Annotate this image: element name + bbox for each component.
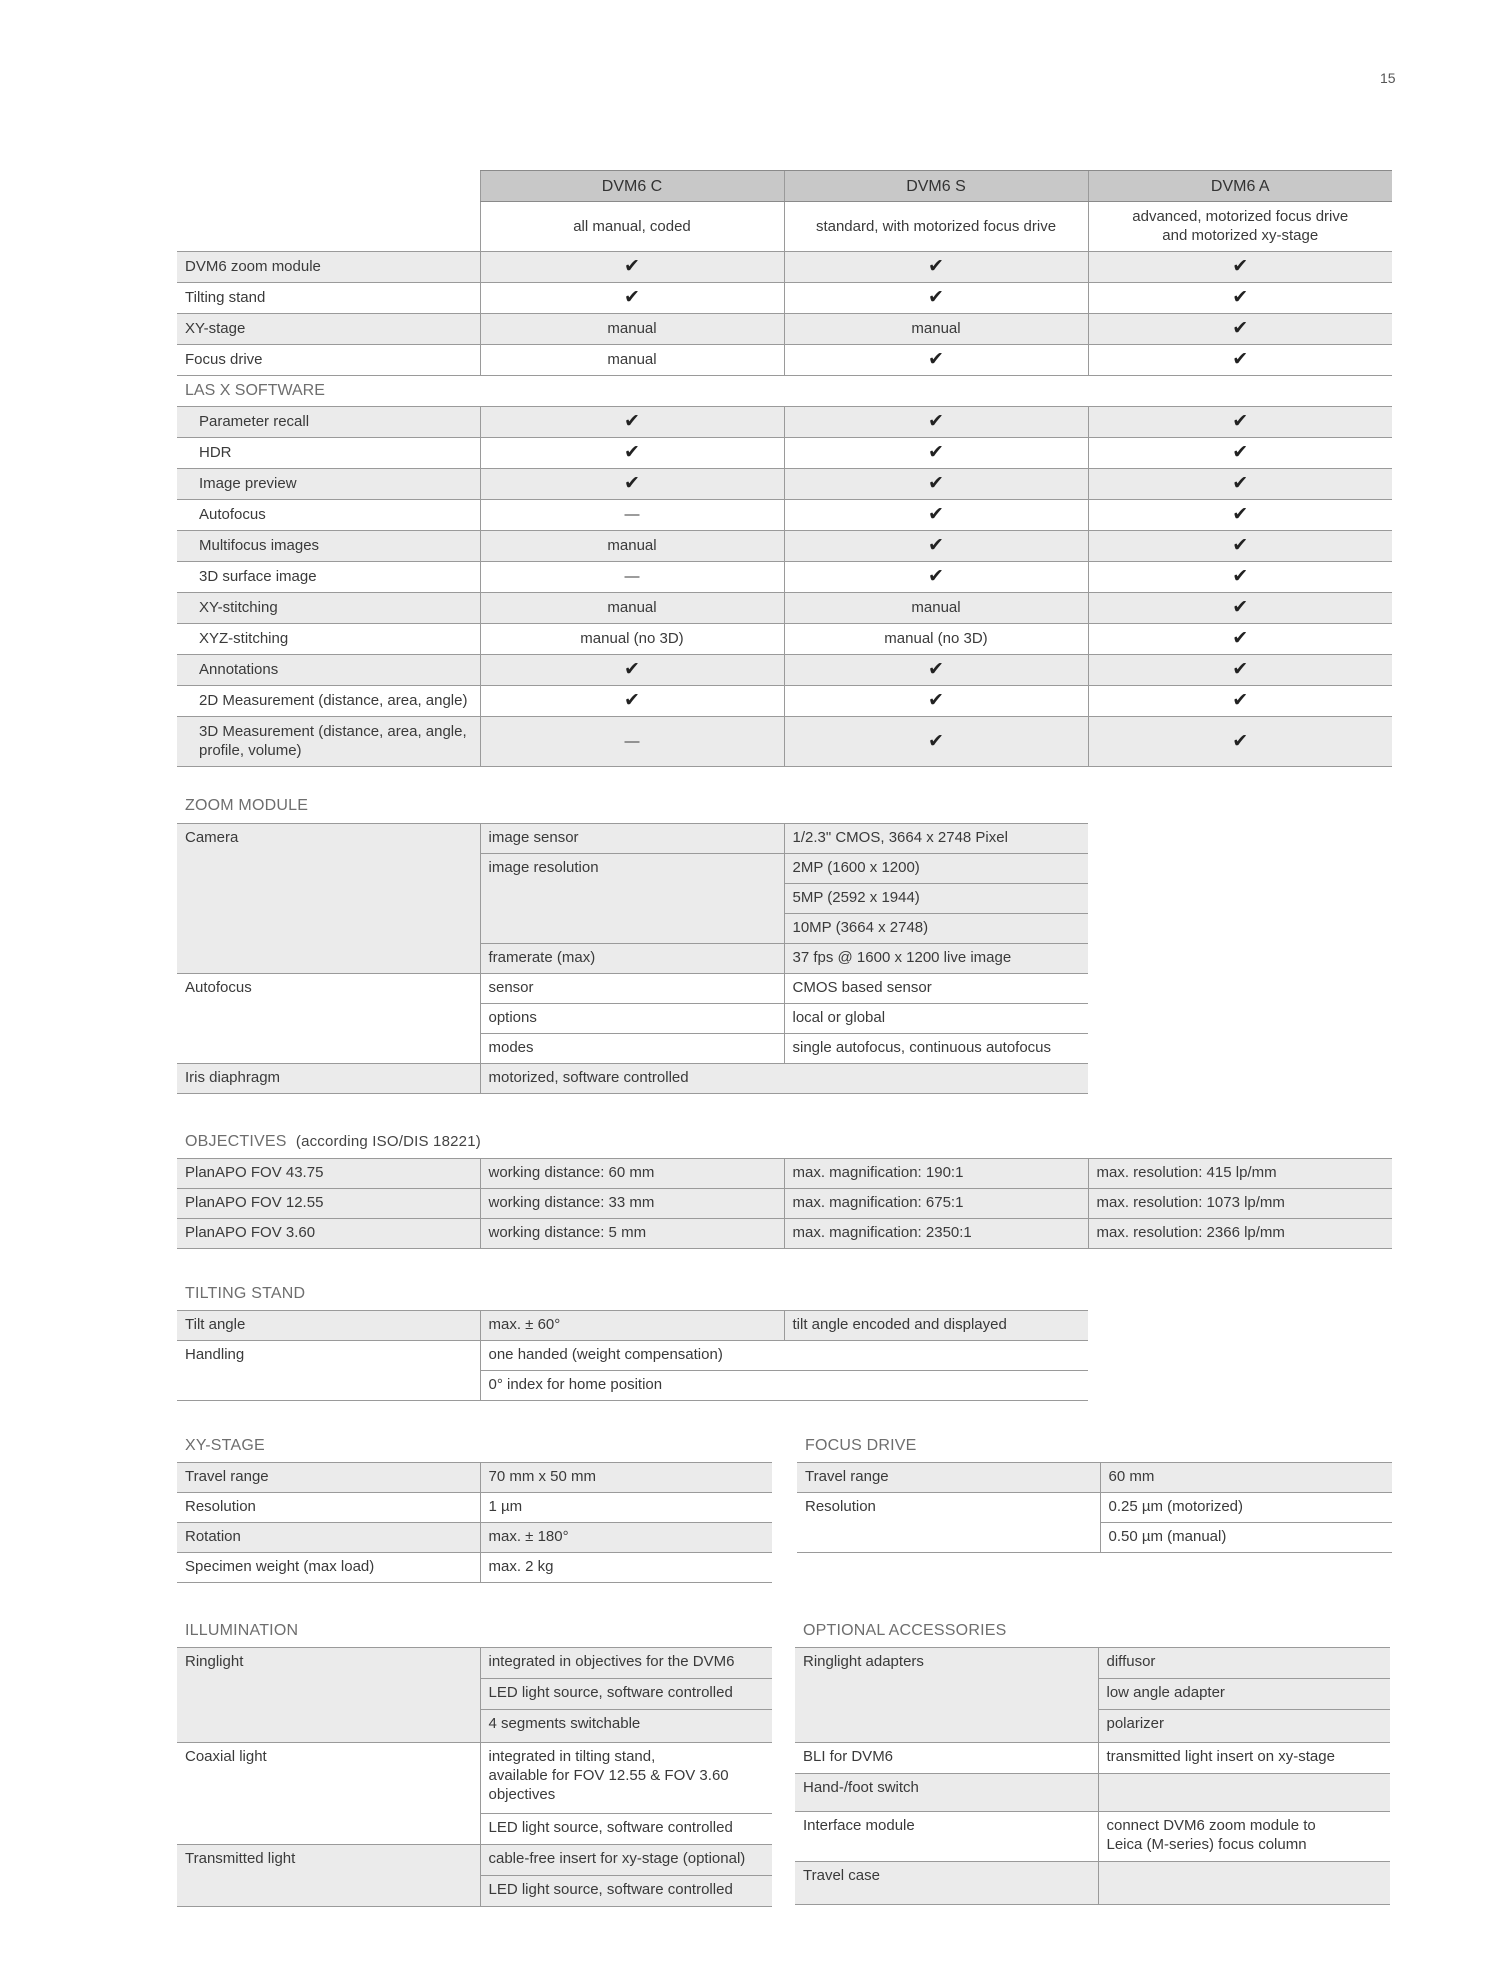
resolution-2mp: 2MP (1600 x 1200) — [784, 854, 1088, 884]
xy-label: Travel range — [177, 1463, 480, 1493]
col-head-dvm6a: DVM6 A — [1088, 171, 1392, 202]
interface-module-label: Interface module — [795, 1812, 1098, 1862]
row-label: 3D Measurement (distance, area, angle, profile, volume) — [177, 716, 480, 766]
transmitted-value-2: LED light source, software controlled — [480, 1876, 772, 1907]
col-head-dvm6c: DVM6 C — [480, 171, 784, 202]
check-icon: ✔ — [1088, 313, 1392, 344]
objective-spec: max. resolution: 1073 lp/mm — [1088, 1189, 1392, 1219]
check-icon: ✔ — [784, 685, 1088, 716]
check-icon: ✔ — [1088, 623, 1392, 654]
handling-value-2: 0° index for home position — [480, 1371, 1088, 1401]
xy-label: Specimen weight (max load) — [177, 1553, 480, 1583]
af-modes-label: modes — [480, 1034, 784, 1064]
check-icon: ✔ — [784, 437, 1088, 468]
objective-spec: max. resolution: 2366 lp/mm — [1088, 1219, 1392, 1249]
framerate-value: 37 fps @ 1600 x 1200 live image — [784, 944, 1088, 974]
col-desc-dvm6s: standard, with motorized focus drive — [784, 202, 1088, 252]
cell-value: — — [480, 499, 784, 530]
cell-value: — — [480, 561, 784, 592]
col-head-dvm6s: DVM6 S — [784, 171, 1088, 202]
row-label: HDR — [177, 437, 480, 468]
cell-value: manual — [480, 313, 784, 344]
objective-name: PlanAPO FOV 3.60 — [177, 1219, 480, 1249]
ringlight-label: Ringlight — [177, 1648, 480, 1743]
hand-foot-switch-label: Hand-/foot switch — [795, 1774, 1098, 1812]
af-sensor-label: sensor — [480, 974, 784, 1004]
cell-value: manual (no 3D) — [784, 623, 1088, 654]
coaxial-value-2: LED light source, software controlled — [480, 1814, 772, 1845]
iris-value: motorized, software controlled — [480, 1064, 1088, 1094]
focus-drive-table — [797, 1462, 1392, 1553]
tilt-angle-label: Tilt angle — [177, 1311, 480, 1341]
image-resolution-label: image resolution — [480, 854, 784, 944]
coaxial-value-1: integrated in tilting stand, available for FOV 12.55 & FOV 3.60 objectives — [480, 1743, 772, 1814]
check-icon: ✔ — [1088, 592, 1392, 623]
check-icon: ✔ — [784, 530, 1088, 561]
row-label: 3D surface image — [177, 561, 480, 592]
check-icon: ✔ — [784, 406, 1088, 437]
check-icon: ✔ — [1088, 344, 1392, 375]
cell-value: manual — [480, 344, 784, 375]
handling-label: Handling — [177, 1341, 480, 1401]
interface-module-value: connect DVM6 zoom module to Leica (M-series) focus column — [1098, 1812, 1390, 1862]
tilting-stand-title: TILTING STAND — [185, 1285, 306, 1302]
check-icon: ✔ — [1088, 561, 1392, 592]
cell-value: manual — [480, 592, 784, 623]
xy-value: max. 2 kg — [480, 1553, 772, 1583]
coaxial-label: Coaxial light — [177, 1743, 480, 1845]
af-options-label: options — [480, 1004, 784, 1034]
ringlight-adapters-label: Ringlight adapters — [795, 1648, 1098, 1743]
check-icon: ✔ — [480, 251, 784, 282]
las-x-heading: LAS X SOFTWARE — [177, 375, 1392, 406]
check-icon: ✔ — [480, 437, 784, 468]
check-icon: ✔ — [1088, 437, 1392, 468]
row-label: Focus drive — [177, 344, 480, 375]
focus-resolution-motorized: 0.25 µm (motorized) — [1100, 1493, 1392, 1523]
focus-resolution-manual: 0.50 µm (manual) — [1100, 1523, 1392, 1553]
xy-value: 70 mm x 50 mm — [480, 1463, 772, 1493]
adapter-diffusor: diffusor — [1098, 1648, 1390, 1679]
objective-spec: max. magnification: 190:1 — [784, 1159, 1088, 1189]
check-icon: ✔ — [784, 499, 1088, 530]
row-label: Tilting stand — [177, 282, 480, 313]
focus-travel-value: 60 mm — [1100, 1463, 1392, 1493]
row-label: 2D Measurement (distance, area, angle) — [177, 685, 480, 716]
transmitted-value-1: cable-free insert for xy-stage (optional) — [480, 1845, 772, 1876]
resolution-5mp: 5MP (2592 x 1944) — [784, 884, 1088, 914]
check-icon: ✔ — [480, 406, 784, 437]
ringlight-value-2: LED light source, software controlled — [480, 1679, 772, 1710]
check-icon: ✔ — [1088, 654, 1392, 685]
objectives-heading: OBJECTIVES — [185, 1133, 287, 1150]
row-label: Annotations — [177, 654, 480, 685]
zoom-module-title: ZOOM MODULE — [185, 797, 309, 814]
hand-foot-switch-value — [1098, 1774, 1390, 1812]
xy-label: Resolution — [177, 1493, 480, 1523]
objectives-title — [185, 1133, 481, 1151]
objectives-subtitle: (according ISO/DIS 18221) — [295, 1133, 481, 1150]
check-icon: ✔ — [784, 716, 1088, 766]
focus-drive-title: FOCUS DRIVE — [805, 1437, 917, 1454]
accessories-title: OPTIONAL ACCESSORIES — [803, 1622, 1007, 1639]
af-options-value: local or global — [784, 1004, 1088, 1034]
objective-spec: working distance: 33 mm — [480, 1189, 784, 1219]
check-icon: ✔ — [784, 654, 1088, 685]
image-sensor-value: 1/2.3" CMOS, 3664 x 2748 Pixel — [784, 824, 1088, 854]
check-icon: ✔ — [1088, 499, 1392, 530]
objective-spec: working distance: 60 mm — [480, 1159, 784, 1189]
adapter-low-angle: low angle adapter — [1098, 1679, 1390, 1710]
system-config-table — [177, 170, 1392, 767]
check-icon: ✔ — [480, 654, 784, 685]
zoom-module-table — [177, 823, 1088, 1094]
cell-value: manual — [784, 313, 1088, 344]
af-sensor-value: CMOS based sensor — [784, 974, 1088, 1004]
objective-spec: working distance: 5 mm — [480, 1219, 784, 1249]
focus-travel-label: Travel range — [797, 1463, 1100, 1493]
check-icon: ✔ — [1088, 406, 1392, 437]
objective-name: PlanAPO FOV 43.75 — [177, 1159, 480, 1189]
check-icon: ✔ — [1088, 685, 1392, 716]
check-icon: ✔ — [1088, 468, 1392, 499]
check-icon: ✔ — [1088, 282, 1392, 313]
xy-stage-table — [177, 1462, 772, 1583]
tilt-angle-note: tilt angle encoded and displayed — [784, 1311, 1088, 1341]
check-icon: ✔ — [784, 561, 1088, 592]
adapter-polarizer: polarizer — [1098, 1710, 1390, 1743]
tilt-angle-value: max. ± 60° — [480, 1311, 784, 1341]
cell-value: manual (no 3D) — [480, 623, 784, 654]
row-label: XY-stage — [177, 313, 480, 344]
xy-value: 1 µm — [480, 1493, 772, 1523]
accessories-table — [795, 1647, 1390, 1905]
row-label: Autofocus — [177, 499, 480, 530]
col-desc-dvm6a: advanced, motorized focus drive and motorized xy-stage — [1088, 202, 1392, 252]
travel-case-value — [1098, 1862, 1390, 1905]
travel-case-label: Travel case — [795, 1862, 1098, 1905]
resolution-10mp: 10MP (3664 x 2748) — [784, 914, 1088, 944]
illumination-title: ILLUMINATION — [185, 1622, 299, 1639]
af-modes-value: single autofocus, continuous autofocus — [784, 1034, 1088, 1064]
camera-label: Camera — [177, 824, 480, 974]
check-icon: ✔ — [784, 468, 1088, 499]
check-icon: ✔ — [1088, 251, 1392, 282]
autofocus-label: Autofocus — [177, 974, 480, 1064]
cell-value: manual — [480, 530, 784, 561]
tilting-stand-table — [177, 1310, 1088, 1401]
row-label: DVM6 zoom module — [177, 251, 480, 282]
objective-name: PlanAPO FOV 12.55 — [177, 1189, 480, 1219]
objective-spec: max. resolution: 415 lp/mm — [1088, 1159, 1392, 1189]
check-icon: ✔ — [480, 468, 784, 499]
row-label: Parameter recall — [177, 406, 480, 437]
objective-spec: max. magnification: 675:1 — [784, 1189, 1088, 1219]
row-label: Multifocus images — [177, 530, 480, 561]
check-icon: ✔ — [784, 282, 1088, 313]
check-icon: ✔ — [480, 685, 784, 716]
focus-resolution-label: Resolution — [797, 1493, 1100, 1553]
check-icon: ✔ — [784, 251, 1088, 282]
illumination-table — [177, 1647, 772, 1907]
row-label: XY-stitching — [177, 592, 480, 623]
ringlight-value-3: 4 segments switchable — [480, 1710, 772, 1743]
cell-value: manual — [784, 592, 1088, 623]
objectives-table — [177, 1158, 1392, 1249]
check-icon: ✔ — [1088, 530, 1392, 561]
transmitted-label: Transmitted light — [177, 1845, 480, 1907]
xy-stage-title: XY-STAGE — [185, 1437, 265, 1454]
check-icon: ✔ — [784, 344, 1088, 375]
col-desc-dvm6c: all manual, coded — [480, 202, 784, 252]
handling-value-1: one handed (weight compensation) — [480, 1341, 1088, 1371]
check-icon: ✔ — [1088, 716, 1392, 766]
xy-label: Rotation — [177, 1523, 480, 1553]
image-sensor-label: image sensor — [480, 824, 784, 854]
objective-spec: max. magnification: 2350:1 — [784, 1219, 1088, 1249]
row-label: XYZ-stitching — [177, 623, 480, 654]
xy-value: max. ± 180° — [480, 1523, 772, 1553]
page-number: 15 — [1380, 70, 1396, 86]
iris-label: Iris diaphragm — [177, 1064, 480, 1094]
row-label: Image preview — [177, 468, 480, 499]
ringlight-value-1: integrated in objectives for the DVM6 — [480, 1648, 772, 1679]
bli-value: transmitted light insert on xy-stage — [1098, 1743, 1390, 1774]
check-icon: ✔ — [480, 282, 784, 313]
cell-value: — — [480, 716, 784, 766]
bli-label: BLI for DVM6 — [795, 1743, 1098, 1774]
framerate-label: framerate (max) — [480, 944, 784, 974]
